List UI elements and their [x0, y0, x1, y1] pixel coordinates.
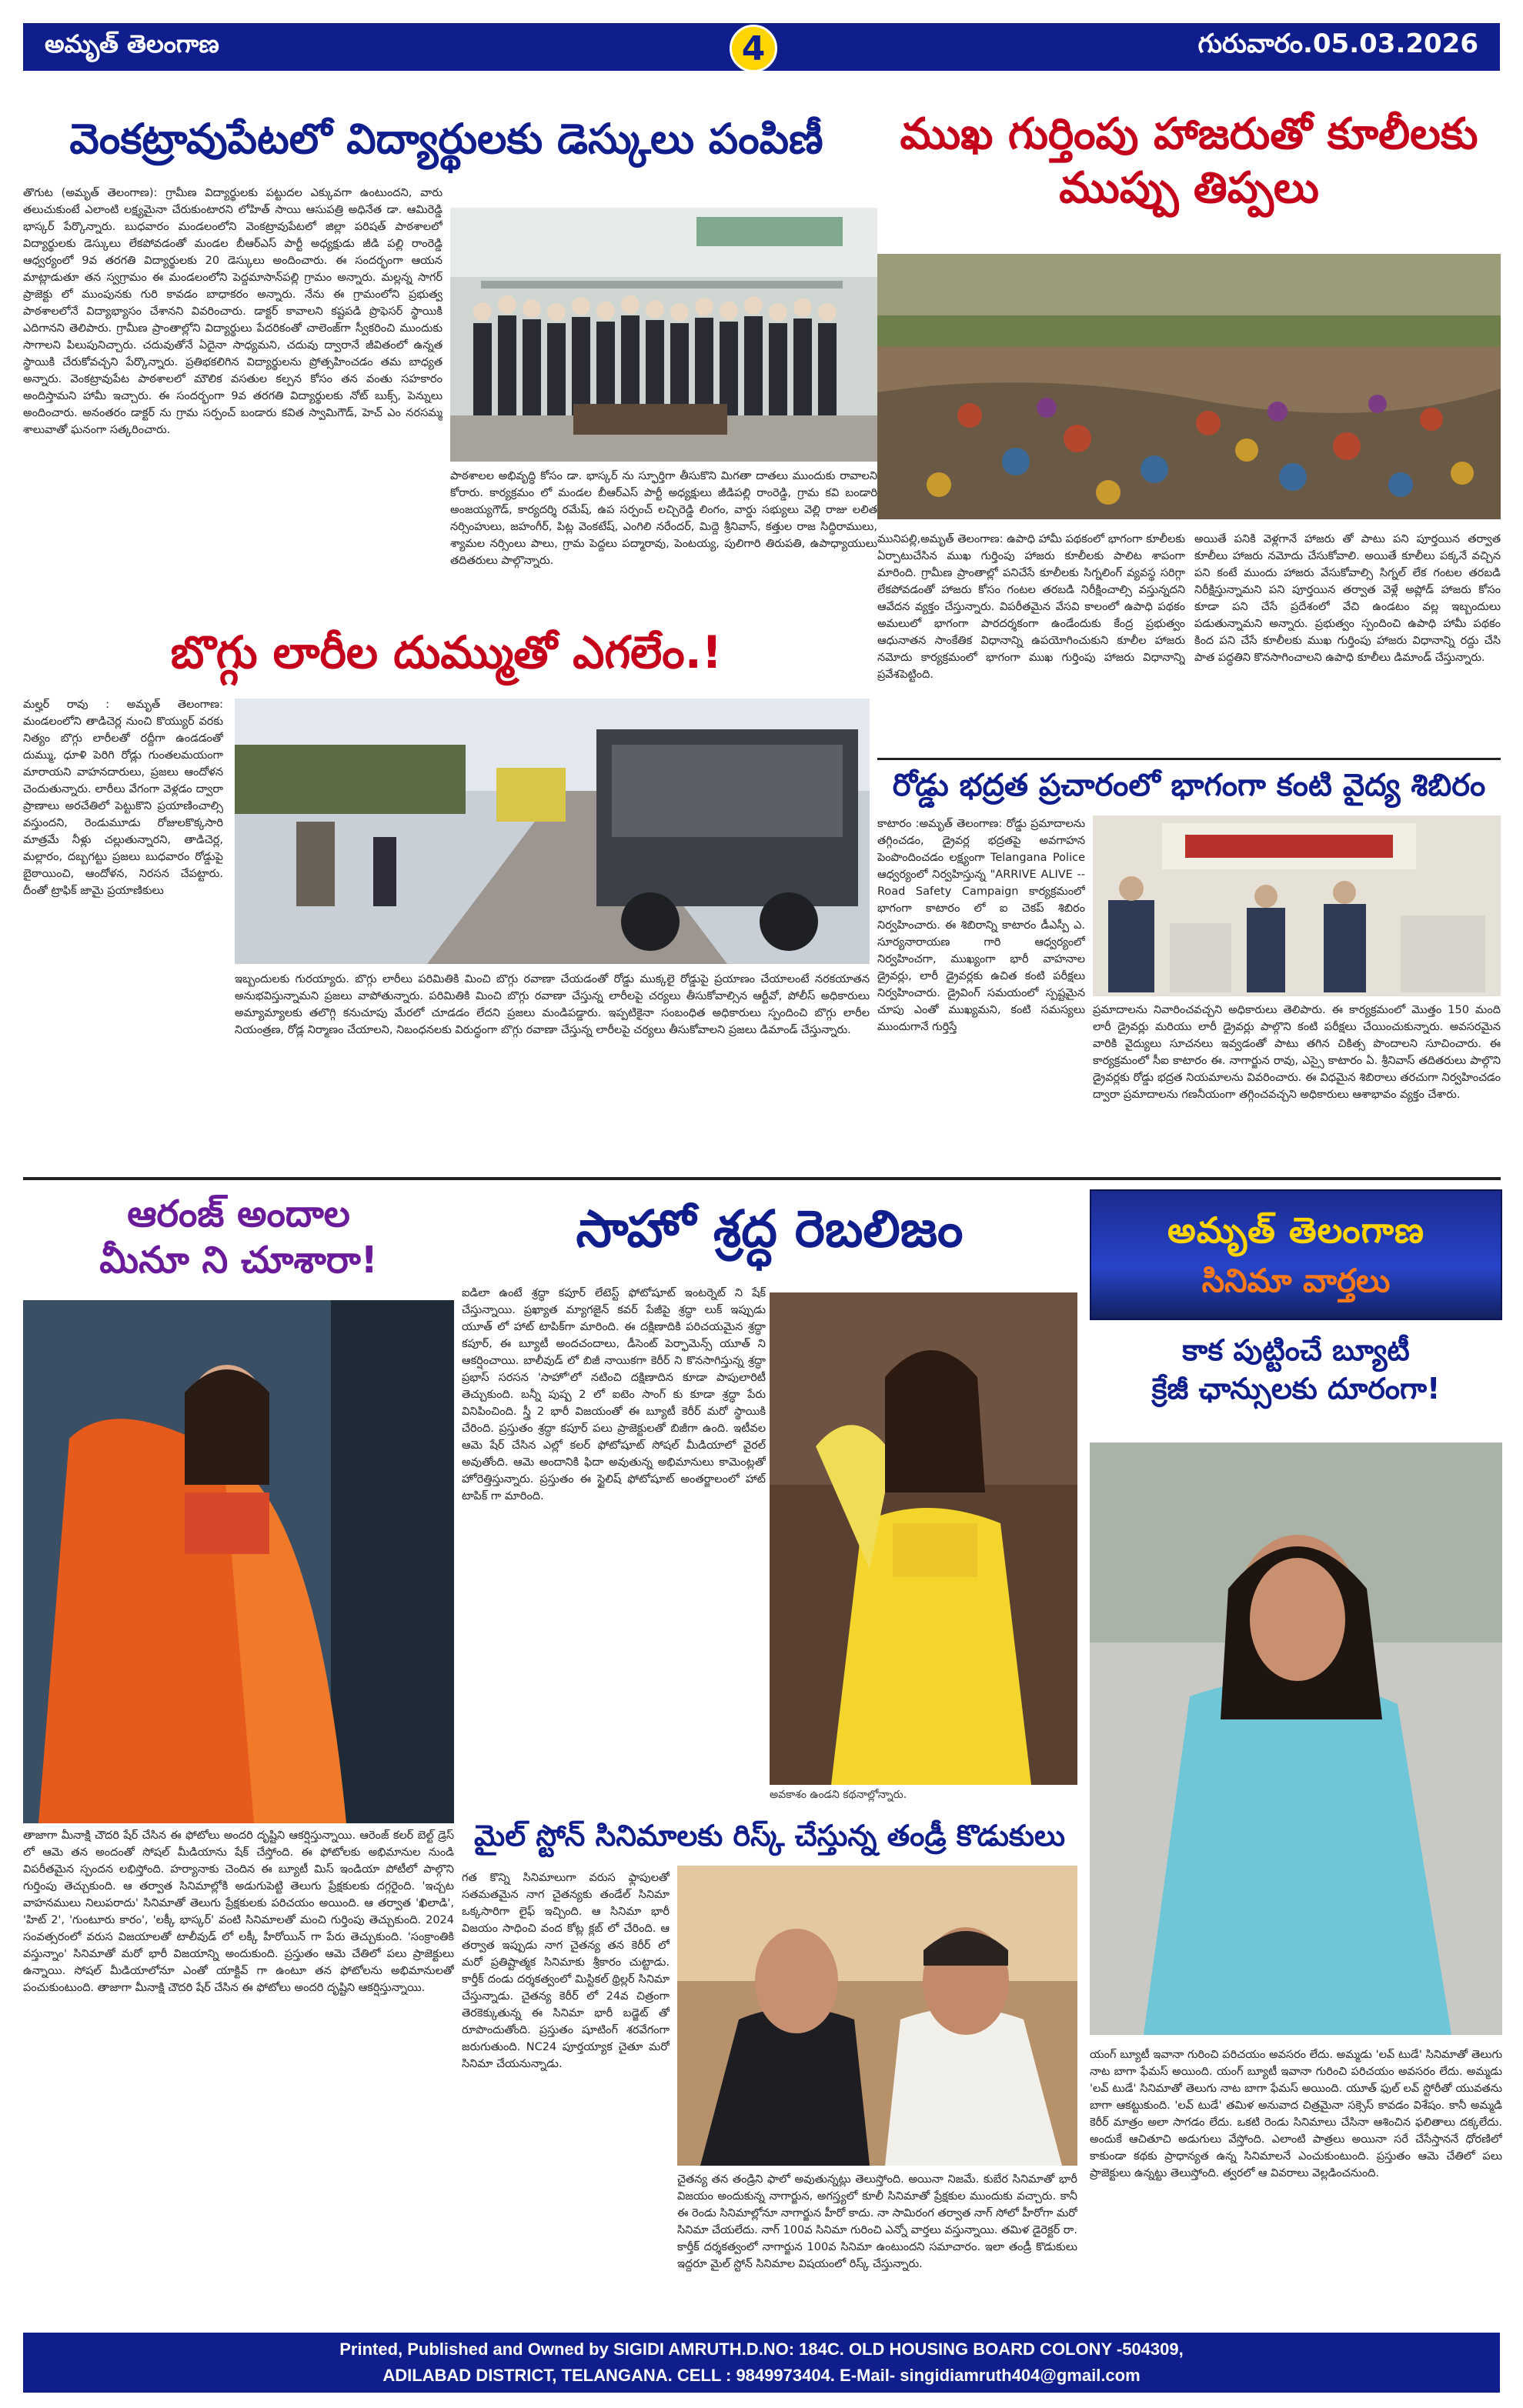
coal-body-right: ఇబ్బందులకు గురయ్యారు. బొగ్గు లారీలు పరిమితికి మించి బొగ్గు రవాణా చేయడంతో రోడ్డు ముక్కలై రోడ్డుపై ప్రయాణం చేయాలంటే నరకయాతన అనుభవిస్తున్నామని ప్రజలు వాపోతున్నారు. పరిమితికి మించి బొగ్గు రవాణా చేస్తున్న లారీలపై చర్యలు తీసుకోవాల్సిన ఆర్టీవో, పోలీస్ అధికారులు అమ్యామ్యాలకు తలొగ్గి కనుచూపు మేరలో చూడడం లేదని ప్రజలు మండిపడ్డారు. ఇప్పటికైనా సంబంధిత అధికారులు స్పందించి బొగ్గు లారీల నియంత్రణ, రోడ్ల నిర్మాణం చేయాలని, నిబంధనలకు విరుద్ధంగా బొగ్గు రవాణా చేస్తున్న లారీలపై చర్యలు తీసుకోవాలని ప్రజలు డిమాండ్ చేస్తున్నారు.: [235, 973, 870, 1036]
shraddha-body: ఐడిలా ఉంటే శ్రద్ధా కపూర్ లేటెస్ట్ ఫోటోషూట్ ఇంటర్నెట్ ని షేక్ చేస్తున్నాయి. ప్రఖ్యాత మ్యాగజైన్ కవర్ పేజీపై శ్రద్ధా లుక్ ఇప్పుడు యూత్ లో హాట్ టాపిక్‌గా మారింది. ఈ దక్షిణాదికి పరిచయమైన శ్రద్ధా కపూర్, ఈ బ్యూటీ అందచందాలు, డీసెంట్ పెర్ఫామెన్స్ యూత్ ని ఆకర్షించాయి. బాలీవుడ్ లో బిజీ నాయికగా కెరీర్ ని కొనసాగిస్తున్న శ్రద్ధా ప్రభాస్ సరసన 'సాహో'లో నటించి దక్షిణాదిన కూడా పాపులారిటీ తెచ్చుకుంది. బన్నీ పుష్ప 2 లో ఐటెం సాంగ్ కు కూడా శ్రద్ధా పేరు వినిపించింది. స్త్రీ 2 భారీ విజయంతో ఈ బ్యూటీ కెరీర్ మరో స్థాయికి చేరింది. ప్రస్తుతం శ్రద్ధా కపూర్ పలు ప్రాజెక్టులతో బిజీగా ఉంది. ఇటీవల ఆమె షేర్ చేసిన ఎల్లో కలర్ ఫోటోషూట్ సోషల్ మీడియాలో వైరల్ అవుతోంది. ఆమె అందానికి ఫిదా అవుతున్న అభిమానులు కామెంట్లతో హోరెత్తిస్తున్నారు. ప్రస్తుతం ఈ స్టైలిష్ ఫోటోషూట్ అంతర్జాలంలో హాట్ టాపిక్ గా మారింది.: [462, 1287, 766, 1502]
eyecamp-headline: రోడ్డు భద్రత ప్రచారంలో భాగంగా కంటి వైద్య శిబిరం: [892, 768, 1486, 803]
wages-headline: ముఖ గుర్తింపు హాజరుతో కూలీలకు ముప్పు తిప్పలు: [900, 109, 1478, 213]
masthead-brand: అమృత్ తెలంగాణ: [45, 29, 219, 58]
divider: [877, 758, 1501, 760]
milestone-body-left: గత కొన్ని సినిమాలుగా వరుస ఫ్లాపులతో సతమతమైన నాగ చైతన్యకు తండేల్ సినిమా ఒక్కసారిగా లైఫ్ ఇచ్చింది. ఆ సినిమా భారీ విజయం సాధించి వంద కోట్ల క్లబ్ లో చేరింది. ఆ తర్వాత ఇప్పుడు నాగ చైతన్య తన కెరీర్ లో మరో ప్రతిష్టాత్మక సినిమాకు శ్రీకారం చుట్టాడు. కార్తీక్ దండు దర్శకత్వంలో మిస్టికల్ థ్రిల్లర్ సినిమా చేస్తున్నాడు. చైతన్య కెరీర్ లో 24వ చిత్రంగా తెరకెక్కుతున్న ఈ సినిమా భారీ బడ్జెట్ తో రూపొందుతోంది. ప్రస్తుతం షూటింగ్ శరవేగంగా జరుగుతుంది. NC24 పూర్తయ్యాక చైతూ మరో సినిమా చేయనున్నాడు.: [462, 1872, 670, 2070]
meenu-photo: [23, 1300, 454, 1823]
desks-photo: [450, 208, 877, 462]
eyecamp-body-left: కాటారం :అమృత్ తెలంగాణ: రోడ్డు ప్రమాదాలను తగ్గించడం, డ్రైవర్ల భద్రతపై అవగాహన పెంపొందించడం లక్ష్యంగా Telangana Police ఆధ్వర్యంలో నిర్వహిస్తున్న "ARRIVE ALIVE -- Road Safety Campaign కార్యక్రమంలో భాగంగా కాటారం లో ఐ చెకప్ శిబిరం నిర్వహించారు. ఈ శిబిరాన్ని కాటారం డీఎస్పీ ఎ. సూర్యనారాయణ గారి ఆధ్వర్యంలో నిర్వహించగా, ముఖ్యంగా భారీ వాహనాల డ్రైవర్లు, లారీ డ్రైవర్లకు ఉచిత కంటి పరీక్షలు నిర్వహించారు. డ్రైవింగ్ సమయంలో స్పష్టమైన చూపు ఎంతో ముఖ్యమని, కంటి సమస్యలు ముందుగానే గుర్తిస్తే: [877, 818, 1085, 1033]
beauty-body: యంగ్ బ్యూటీ ఇవానా గురించి పరిచయం అవసరం లేదు. అమ్మడు 'లవ్ టుడే' సినిమాతో తెలుగు నాట బాగా ఫేమస్ అయింది. యంగ్ బ్యూటీ ఇవానా గురించి పరిచయం అవసరం లేదు. అమ్మడు 'లవ్ టుడే' సినిమాతో తెలుగు నాట బాగా ఫేమస్ అయింది. యూత్ ఫుల్ లవ్ స్టోరీతో యువతను బాగా ఆకట్టుకుంది. 'లవ్ టుడే' తమిళ అనువాద చిత్రమైనా సక్సెస్ కావడం విశేషం. కానీ అమ్మడి కెరీర్ మాత్రం అలా సాగడం లేదు. ఒకటి రెండు సినిమాలు చేసినా ఆశించిన ఫలితాలు దక్కలేదు. అందుకే ఆచితూచి అడుగులు వేస్తోంది. ఎలాంటి పాత్రలు అయినా సరే చేసేస్తాననే ధోరణిలో కాకుండా కథకు ప్రాధాన్యత ఉన్న సినిమాలనే ఎంచుకుంటుంది. ప్రస్తుతం ఆమె చేతిలో పలు ప్రాజెక్టులు ఉన్నట్టు తెలుస్తోంది. త్వరలో ఆ వివరాలు వెల్లడించనుంది.: [1090, 2049, 1502, 2180]
masthead-date: గురువారం.05.03.2026: [1197, 28, 1478, 59]
footer-line1: Printed, Published and Owned by SIGIDI AMRUTH.D.NO: 184C. OLD HOUSING BOARD COLONY -504309,: [339, 2340, 1184, 2359]
meenu-headline-line1: ఆరంజ్ అందాల: [127, 1192, 350, 1236]
desks-body-left: తొగుట (అమృత్ తెలంగాణ): గ్రామీణ విద్యార్థులకు పట్టుదల ఎక్కువగా ఉంటుందని, వారు తలుచుకుంటే ఎలాంటి లక్ష్యమైనా చేరుకుంటారని లోహిత్ సాయి ఆసుపత్రి అధినేత డా. ఆమిరెడ్డి భాస్కర్ పేర్కొన్నారు. బుధవారం మండలంలోని వెంకట్రావుపేటలో జిల్లా పరిషత్ పాఠశాలలో విద్యార్థులకు డెస్కులు లేకపోవడంతో మండల బీఆర్ఎస్ పార్టీ అధ్యక్షుడు జీడి పల్లి రాంరెడ్డి ఆధ్వర్యంలో 9వ తరగతి విద్యార్థులకు 20 డెస్కులు అందించారు. ఈ సందర్భంగా ఆయన మాట్లాడుతూ తన స్వగ్రామం ఈ మండలంలోని పెద్దమాసాన్‌పల్లి గ్రామం అన్నారు. మల్లన్న సాగర్ ప్రాజెక్టు లో ముంపునకు గురి కావడం బాధాకరం అన్నారు. నేను ఈ గ్రామంలోని ప్రభుత్వ పాఠశాలలోనే విద్యాభ్యాసం చేశానని వివరించారు. డాక్టర్ కావాలని కష్టపడి ప్రొఫెసర్ స్థాయికి ఎదిగానని తెలిపారు. గ్రామీణ ప్రాంతాల్లోని విద్యార్థులు పేదరికంతో చాలెంజ్‌గా స్వీకరించి ముందుకు సాగాలని పిలుపునిచ్చారు. చదువుతోనే ఏదైనా సాధ్యమని, చదువు ద్వారానే జీవితంలో ఉన్నత స్థాయికి చేరుకోవచ్చని పేర్కొన్నారు. ప్రతిభకలిగిన విద్యార్థులను ప్రోత్సహించడం తమ బాధ్యత అన్నారు. వెంకట్రావుపేట పాఠశాలలో మౌలిక వసతుల కల్పన కోసం తన వంతు సహకారం అందిస్తామని హామీ ఇచ్చారు. ఈ సందర్భంగా 9వ తరగతి విద్యార్థులకు నోట్ బుక్స్, పెన్నులు అందించారు. అనంతరం డాక్టర్ ను గ్రామ సర్పంచ్ బండారు కవిత స్వామిగౌడ్, హెచ్ ఎం నరసమ్మ శాలువాతో ఘనంగా సత్కరించారు.: [23, 187, 443, 436]
shraddha-caption: అవకాశం ఉండని కథనాల్లోన్నారు.: [770, 1789, 907, 1801]
beauty-headline-line2: క్రేజీ ఛాన్సులకు దూరంగా!: [1151, 1372, 1441, 1406]
meenu-body: తాజాగా మీనాక్షి చౌదరి షేర్ చేసిన ఈ ఫోటోలు అందరి దృష్టిని ఆకర్షిస్తున్నాయి. ఆరెంజ్ కలర్ బెల్ట్ డ్రెస్ లో ఆమె తన అందంతో సోషల్ మీడియాను షేక్ చేస్తోంది. ఈ ఫోటోలకు అభిమానుల నుండి విపరీతమైన స్పందన లభిస్తోంది. హర్యానాకు చెందిన ఈ బ్యూటీ మిస్ ఇండియా పోటీలో పాల్గొని గుర్తింపు తెచ్చుకుంది. ఆ తర్వాత సినిమాల్లోకి అడుగుపెట్టి తెలుగు ప్రేక్షకులకు దగ్గరైంది. 'ఇచ్చట వాహనములు నిలుపరాదు' సినిమాతో తెలుగు ప్రేక్షకులకు పరిచయం అయింది. ఆ తర్వాత 'ఖిలాడి', 'హిట్ 2', 'గుంటూరు కారం', 'లక్కీ భాస్కర్' వంటి సినిమాలతో మంచి గుర్తింపు తెచ్చుకుంది. 2024 సంవత్సరంలో వరుస విజయాలతో టాలీవుడ్ లో లక్కీ హీరోయిన్ గా పేరు తెచ్చుకుంది. 'సంక్రాంతికి వస్తున్నాం' సినిమాతో మరో భారీ విజయాన్ని అందుకుంది. ప్రస్తుతం ఆమె చేతిలో పలు ప్రాజెక్టులు ఉన్నాయి. సోషల్ మీడియాలోనూ ఎంతో యాక్టివ్ గా ఉంటూ తన ఫోటోలను అభిమానులతో పంచుకుంటుంది. తాజాగా మీనాక్షి చౌదరి షేర్ చేసిన ఈ ఫోటోలు అందరి దృష్టిని ఆకర్షిస్తున్నాయి.: [23, 1829, 454, 1994]
milestone-body-right: చైతన్య తన తండ్రిని ఫాలో అవుతున్నట్లు తెలుస్తోంది. అయినా నిజమే. కుబేర సినిమాతో భారీ విజయం అందుకున్న నాగార్జున, అగస్త్యలో కూలీ సినిమాతో ప్రేక్షకుల ముందుకు వచ్చారు. కానీ ఈ రెండు సినిమాల్లోనూ నాగార్జున హీరో కాదు. నా సామిరంగ తర్వాత నాగ్ సోలో హీరోగా మరో సినిమా చేయలేదు. నాగ్ 100వ సినిమా గురించి ఎన్నో వార్తలు వస్తున్నాయి. తమిళ డైరెక్టర్ రా. కార్తీక్ దర్శకత్వంలో నాగార్జున 100వ సినిమా ఉంటుందని సమాచారం. ఇలా తండ్రీ కొడుకులు ఇద్దరూ మైల్ స్టోన్ సినిమాల విషయంలో రిస్క్ చేస్తున్నారు.: [677, 2173, 1077, 2270]
coal-lorry-photo: [235, 699, 870, 964]
meenu-headline: [23, 1191, 454, 1283]
shraddha-headline: సాహో శ్రద్ధ రెబలిజం: [576, 1199, 964, 1259]
wages-photo: [877, 254, 1501, 519]
beauty-photo: [1090, 1442, 1502, 2035]
coal-headline: బొగ్గు లారీల దుమ్ముతో ఎగలేం.!: [170, 626, 723, 679]
shraddha-photo: [770, 1292, 1077, 1785]
eyecamp-body-right: ప్రమాదాలను నివారించవచ్చని అధికారులు తెలిపారు. ఈ కార్యక్రమంలో మొత్తం 150 మంది లారీ డ్రైవర్లు మరియు లారీ డ్రైవర్లు పాల్గొని కంటి పరీక్షలు చేయించుకున్నారు. అవసరమైన వారికి వైద్యులు సూచనలు ఇవ్వడంతో పాటు తగిన చికిత్స పొందాలని సూచించారు. ఈ కార్యక్రమంలో సీఐ కాటారం ఈ. నాగార్జున రావు, ఎస్సై కాటారం ఏ. శ్రీనివాస్ తదితరులు పాల్గొని డ్రైవర్లకు రోడ్డు భద్రత నియమాలను వివరించారు. ఈ విధమైన శిబిరాలు తరచుగా నిర్వహించడం ద్వారా ప్రమాదాలను గణనీయంగా తగ్గించవచ్చని అధికారులు ఆశాభావం వ్యక్తం చేశారు.: [1093, 1004, 1501, 1101]
desks-headline: వెంకట్రావుపేటలో విద్యార్థులకు డెస్కులు పంపిణీ: [69, 115, 823, 163]
cinema-banner-line1: అమృత్ తెలంగాణ: [1167, 1209, 1424, 1251]
section-divider: [23, 1177, 1501, 1180]
cinema-banner-line2: సినిమా వార్తలు: [1201, 1262, 1391, 1299]
milestone-headline: మైల్ స్టోన్ సినిమాలకు రిస్క్ చేస్తున్న తండ్రీ కొడుకులు: [473, 1819, 1065, 1853]
cinema-news-banner: [1090, 1189, 1502, 1320]
wages-body-left: మునిపల్లి,అమృత్ తెలంగాణ: ఉపాధి హామీ పథకంలో భాగంగా కూలీలకు ఏర్పాటుచేసిన ముఖ గుర్తింపు హాజరు కూలీలకు పాలిట శాపంగా మారింది. గ్రామీణ ప్రాంతాల్లో పనిచేసే కూలీలకు సిగ్నలింగ్ వ్యవస్థ సరిగ్గా లేకపోవడంతో హాజరు కోసం గంటల తరబడి నిరీక్షించాల్సి వస్తున్నదని ఆవేదన వ్యక్తం చేస్తున్నారు. విపరీతమైన వేసవి కాలంలో ఉపాధి పథకం అమలులో భాగంగా పారదర్శకంగా ఉండేందుకు కేంద్ర ప్రభుత్వం ఆధునాతన సాంకేతిక విధానాన్ని ఉపయోగించుకుని కూలీల హాజరు నమోదు కార్యక్రమంలో భాగంగా ముఖ గుర్తింపు హాజరు విధానాన్ని ప్రవేశపెట్టింది.: [877, 533, 1185, 681]
wages-body-right: అయితే పనికి వెళ్లగానే హాజరు తో పాటు పని పూర్తయిన తర్వాత కూలీలు హాజరు నమోదు చేసుకోవాలి. అయితే కూలీలు పక్కనే వచ్చిన పని కంటే ముందు హాజరు వేసుకోవాల్సి సిగ్నల్ లేక గంటల తరబడి నిరీక్షిస్తున్నామని పని పూర్తయిన తర్వాత వెళ్లే అప్లోడ్ హాజరు కోసం కూడా పని చేసే ప్రదేశంలో వేచి ఉండటం వల్ల ఇబ్బందులు పడుతున్నామని అన్నారు. ప్రభుత్వం స్పందించి ఉపాధి హామీ పథకం కింద పని చేసే కూలీలకు ముఖ గుర్తింపు హాజరు విధానాన్ని రద్దు చేసి పాత పద్ధతిని కొనసాగించాలని ఉపాధి కూలీలు డిమాండ్ చేస్తున్నారు.: [1194, 533, 1501, 664]
beauty-headline-line1: కాక పుట్టించే బ్యూటీ: [1182, 1333, 1410, 1367]
desks-body-right: పాఠశాలల అభివృద్ధి కోసం డా. భాస్కర్ ను స్ఫూర్తిగా తీసుకొని మిగతా దాతలు ముందుకు రావాలని కోరారు. కార్యక్రమం లో మండల బీఆర్ఎస్ పార్టీ అధ్యక్షులు జీడిపల్లి రాంరెడ్డి, గ్రామ కవి బండారి అంజయ్యగౌడ్, కార్యదర్శి రమేష్, ఉప సర్పంచ్ లచ్చిరెడ్డి లింగం, వార్డు సభ్యులు వెల్లి రాజు లలిత నర్సింహులు, జహంగీర్, పిట్ల వెంకటేష్, ఎంగిలి నరేందర్, మిద్దె శ్రీనివాస్, కత్తుల రాజ సిద్ధిరాములు, శ్యామల నర్సింలు పాలు, గ్రామ పెద్దలు పద్మారావు, పెంటయ్య, పులిగారి తిరుపతి, ఉపాధ్యాయులు తదితరులు పాల్గొన్నారు.: [450, 470, 877, 567]
meenu-headline-line2: మీనూ ని చూశారా!: [99, 1239, 378, 1282]
eyecamp-photo: [1093, 815, 1501, 996]
imprint-footer: [23, 2333, 1500, 2393]
beauty-headline: [1090, 1331, 1502, 1408]
page-number-badge: 4: [730, 25, 777, 72]
footer-line2: ADILABAD DISTRICT, TELANGANA. CELL : 9849973404. E-Mail- singidiamruth404@gmail.com: [382, 2366, 1141, 2385]
milestone-photo: [677, 1866, 1077, 2166]
coal-body-left: మల్హర్ రావు : అమృత్ తెలంగాణ: మండలంలోని తాడిచెర్ల నుంచి కొయ్యుర్ వరకు నిత్యం బొగ్గు లారీలతో రద్దీగా ఉండడంతో దుమ్ము, ధూళి పెరిగి రోడ్లు గుంతలమయంగా మారాయని వాహనదారులు, ప్రజలు ఆందోళన చెందుతున్నారు. లారీలు వేగంగా వెళ్లడం ద్వారా ప్రాణాలు అరచేతిలో పెట్టుకొని ప్రయాణించాల్సి వస్తుందని, రెండుమూడు రోజులకొక్కసారి మాత్రమే నీళ్లు చల్లుతున్నారని, తాడిచెర్ల, మల్లారం, దబ్బగట్టు ప్రజలు బుధవారం రోడ్డుపై బైఠాయించి, ఆందోళన, నిరసన చేపట్టారు. దీంతో ట్రాఫిక్ జామై ప్రయాణికులు: [23, 699, 223, 897]
